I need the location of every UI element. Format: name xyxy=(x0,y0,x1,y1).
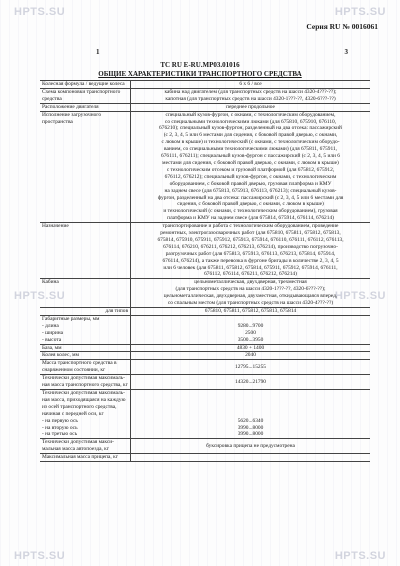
row-label xyxy=(40,316,131,344)
table-row xyxy=(40,315,370,344)
document-number: ТС RU E-RU.МР03.01016 xyxy=(160,61,240,69)
row-label: Расположение двигателя xyxy=(40,104,131,111)
serial-number: Серия RU № 0016061 xyxy=(306,22,378,31)
row-label: Кабина xyxy=(40,279,131,307)
dims-height-label: - высота xyxy=(42,336,62,343)
dims-height: 3500...3950 xyxy=(237,336,264,343)
page-number-right: 3 xyxy=(344,48,348,56)
row-label: для типов xyxy=(40,308,131,315)
axle3-value: 3990...8000 xyxy=(237,431,264,438)
row-value xyxy=(131,390,370,438)
watermark: HPTS.SU xyxy=(334,550,386,562)
dims-title: Габаритные размеры, мм xyxy=(42,315,100,322)
value-line: на заднем свесе (для 675813, 675913, 676113, 676213); специальный кузов- xyxy=(164,187,337,194)
row-label: Исполнение загрузочного пространства xyxy=(40,112,131,223)
row-value xyxy=(131,89,370,103)
value-line: 676111, 676211); специальный кузов-фургон с пассажирский (с 2, 3, 4, 5 или 6 xyxy=(161,153,340,160)
dims-width-label: - ширина xyxy=(42,329,64,336)
value-line: (для транспортных средств на шасси 4320-1???-??, 4320-6???-??); xyxy=(175,286,326,293)
axle3-label: - на третью ось xyxy=(42,431,78,438)
table-row xyxy=(40,222,370,278)
value-line: кабина над двигателем (для транспортных средств на шасси 4320-4???-??); xyxy=(164,88,337,95)
characteristics-table xyxy=(40,80,370,462)
row-value xyxy=(131,223,370,278)
row-value xyxy=(131,454,370,461)
page-number-left: 1 xyxy=(96,48,100,56)
watermark: HPTS.SU xyxy=(14,550,66,562)
row-label xyxy=(40,390,131,438)
watermark: HPTS.SU xyxy=(14,6,66,18)
table-row xyxy=(40,111,370,223)
row-value: 4830 + 1400 xyxy=(236,344,265,351)
value-line: с люком в крыше) и технологический (с окнами, с технологическим оборудо- xyxy=(161,139,340,146)
row-value: буксировка прицепа не предусмотрена xyxy=(206,442,295,449)
value-line: с технологическим отсеком и грузовой платформой (для 675812, 675912, xyxy=(166,166,335,173)
row-label: Технически допустимая макси-мальная масса автопоезда, кг xyxy=(40,439,131,453)
table-row xyxy=(40,307,370,315)
row-value xyxy=(131,112,370,223)
watermark: HPTS.SU xyxy=(334,6,386,18)
watermark: HPTS.SU xyxy=(14,290,66,302)
row-value: 14320...21790 xyxy=(235,378,266,385)
table-row xyxy=(40,389,370,438)
dims-width: 2500 xyxy=(245,329,256,336)
row-label: Колея колес, мм xyxy=(40,352,131,359)
value-line: цельнометаллическая, двухдверная, трехместная xyxy=(194,279,307,286)
value-line: оборудованием, с боковой правой дверью, грузовая платформа и КМУ xyxy=(169,180,332,187)
row-value: 2040 xyxy=(245,352,256,359)
value-line: (с 2, 3, 4, 5 или 6 местами для сидения, с боковой правой дверью, с окнами, xyxy=(163,132,338,139)
value-line: 676114, 676214), а также перевозка в фургоне бригады в количестве 2, 3, 4, 5 xyxy=(162,257,339,264)
value-line: цельнометаллическая, двухдверная, двухместная, откидывающаяся вперед, xyxy=(163,293,338,300)
document-title: ОБЩИЕ ХАРАКТЕРИСТИКИ ТРАНСПОРТНОГО СРЕДСТВА xyxy=(98,70,302,78)
value-line: 675814, 675910, 675911, 675912, 675913, 675914, 676110, 676111, 676112, 676113, xyxy=(157,236,344,243)
value-line: разгрузочных работ (для 675813, 675913, 676113, 676213, 675814, 675914, xyxy=(165,250,336,257)
value-line: 676210); специальный кузов-фургон, разделенный на два отсека: пассажирский xyxy=(159,125,342,132)
row-value: 12795...15255 xyxy=(235,363,266,370)
axle1-value: 5620...6340 xyxy=(237,417,264,424)
table-row xyxy=(40,438,370,453)
row-label: Назначение xyxy=(40,223,131,278)
table-row xyxy=(40,344,370,352)
table-row xyxy=(40,278,370,307)
axle1-label: - на первую ось xyxy=(42,417,78,424)
row-label: Технически допустимая максималь-ная масса транспортного средства, кг xyxy=(40,375,131,389)
row-value xyxy=(131,279,370,307)
row-value: переднее продольное xyxy=(226,103,275,110)
dims-length: 9280...9700 xyxy=(237,322,264,329)
row-label: Колесная формула / ведущие колеса xyxy=(40,81,131,88)
row-value: 6 х 6 / все xyxy=(239,81,262,87)
table-row xyxy=(40,88,370,103)
value-line: со спальным местом (для транспортных средств на шасси 4320-4???-??) xyxy=(167,300,334,307)
axle2-value: 3990...8000 xyxy=(237,424,264,431)
value-line: 676112, 676212); специальный кузов-фургон, с окнами, с технологическим xyxy=(164,173,337,180)
value-line: фургон, разделенный на два отсека: пассажирский (с 2, 3, 4, 5 или 6 местами для xyxy=(157,194,344,201)
value-line: со специальными технологическими люками (для 675810, 675910, 676110, xyxy=(164,118,337,125)
row-value: 675810, 675811, 675812, 675813, 675814 xyxy=(204,308,297,314)
row-label: Масса транспортного средства в снаряженном состоянии, кг xyxy=(40,360,131,374)
value-line: ремонтных, электрогазосварочных работ (для 675810, 675811, 675812, 675813, xyxy=(160,230,341,237)
table-row xyxy=(40,80,370,88)
value-line: и технологический (с окнами, с технологическим оборудованием), грузовая xyxy=(163,208,338,215)
value-line: 676114, 676210, 676211, 676212, 676213, 676214), производство погрузочно- xyxy=(163,243,338,250)
value-line: или 6 человек (для 675811, 675812, 675814, 675911, 675912, 675914, 676111, xyxy=(163,264,338,271)
value-line: транспортирование и работа с технологическим оборудованием, проведение xyxy=(162,223,339,230)
row-label: Максимальная масса прицепа, кг xyxy=(40,454,131,461)
row-label: База, мм xyxy=(40,345,131,352)
axle-title: Технически допустимая максималь-ная масса, приходящаяся на каждую из осей транспортного средства, начиная с передней оси, кг xyxy=(42,389,126,417)
value-line: капотная (для транспортных средств на шасси 4320-1???-??, 4320-6???-??) xyxy=(165,95,336,102)
value-line: платформа и КМУ на заднем свесе (для 675814, 675914, 676114, 676214) xyxy=(167,215,334,222)
value-line: 676112, 676114, 676211, 676212, 676214) xyxy=(204,271,297,278)
value-line: ванием, со специальными технологическими люками) (для 675811, 675911, xyxy=(163,146,338,153)
value-line: местами для сидения, с боковой правой дверью, с окнами, с люком в крыше) xyxy=(162,159,339,166)
table-row xyxy=(40,351,370,359)
table-row xyxy=(40,103,370,111)
dims-length-label: - длина xyxy=(42,322,59,329)
table-row xyxy=(40,374,370,389)
table-row xyxy=(40,359,370,374)
watermark: HPTS.SU xyxy=(334,290,386,302)
value-line: специальный кузов-фургон, с окнами, с технологическим оборудованием, xyxy=(165,111,336,118)
row-value xyxy=(131,316,370,344)
value-line: сидения, с боковой правой дверью, с окнами, с люком в крыше) xyxy=(177,201,324,208)
row-label: Схема компоновки транспортного средства xyxy=(40,89,131,103)
axle2-label: - на вторую ось xyxy=(42,424,78,431)
table-row xyxy=(40,453,370,462)
